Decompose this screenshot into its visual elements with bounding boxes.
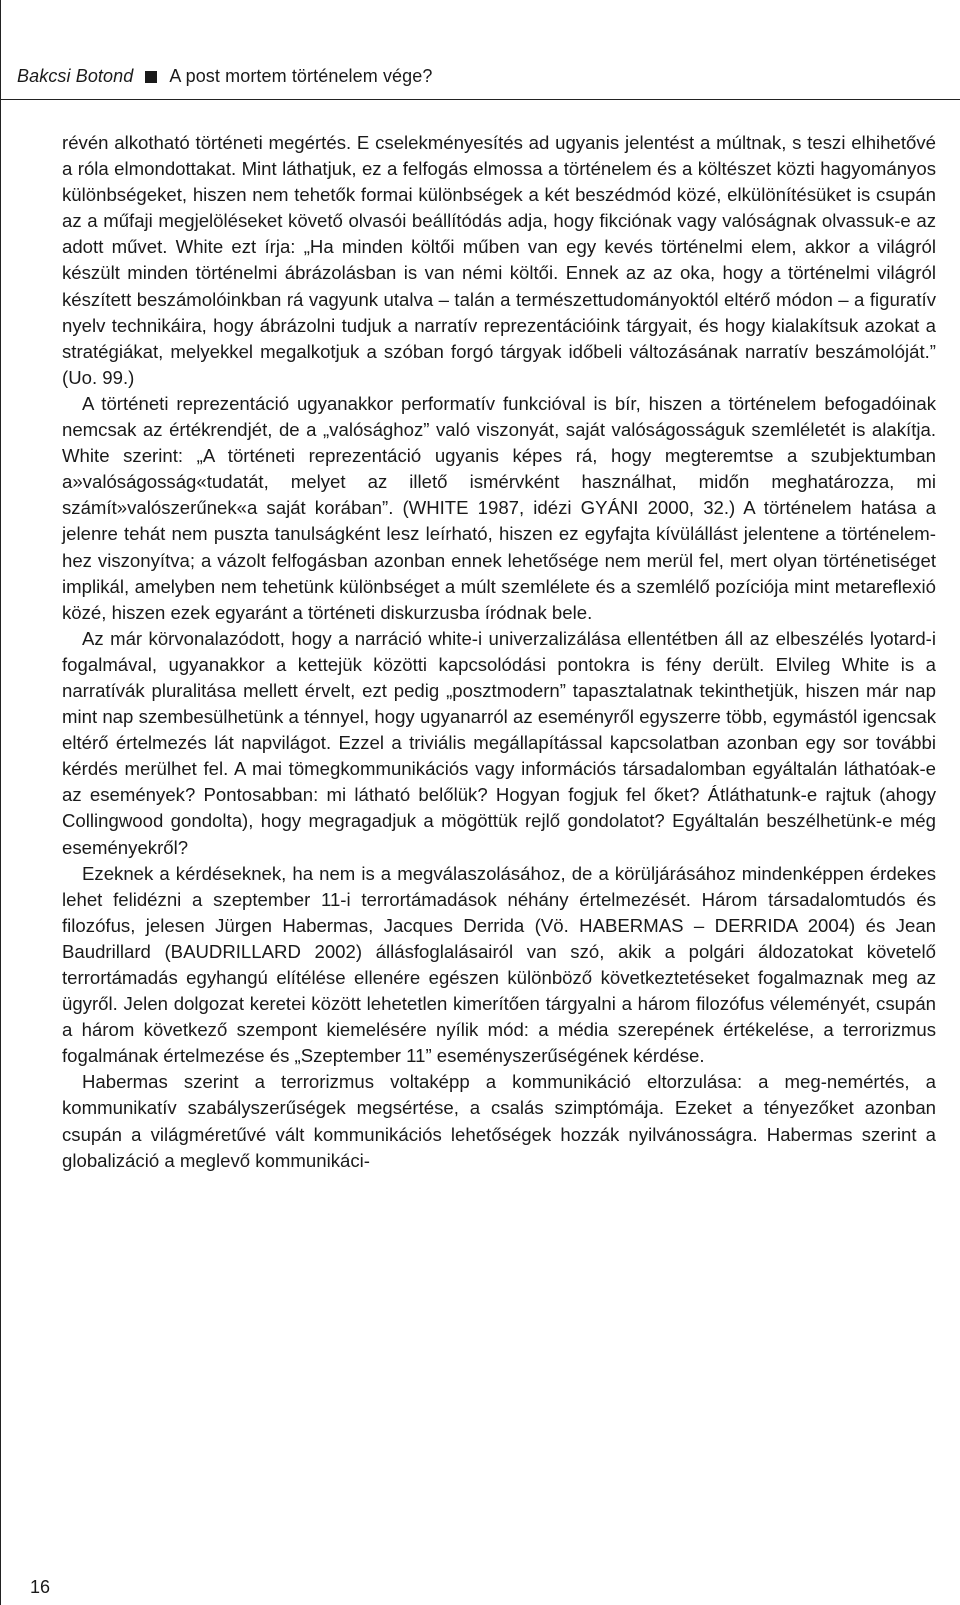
header-text bbox=[17, 66, 433, 87]
paragraph-3: Az már körvonalazódott, hogy a narráció white-i univerzalizálása ellentétben áll az elbeszélés lyotard-i fogalmával, ugyanakkor a kettejük közötti kapcsolódási pontokra is fény derült. Elvileg White is a narratívák pluralitása mellett érvelt, ezt pedig „posztmodern” tapasztalatnak tekinthetjük, hiszen már nap mint nap szembesülhetünk a ténnyel, hogy ugyanarról az eseményről egyszerre több, egymástól igencsak eltérő értelmezés lát napvilágot. Ezzel a triviális megállapítással kapcsolatban azonban egy sor további kérdés merülhet fel. A mai tömegkommunikációs vagy információs társadalomban egyáltalán láthatóak-e az események? Pontosabban: mi látható belőlük? Hogyan fogjuk fel őket? Átláthatunk-e rajtuk (ahogy Collingwood gondolta), hogy megragadjuk a mögöttük rejlő gondolatot? Egyáltalán beszélhetünk-e még eseményekről? bbox=[62, 627, 936, 858]
paragraph-1: révén alkotható történeti megértés. E cselekményesítés ad ugyanis jelentést a múltnak, s teszi elhihetővé a róla elmondottakat. Mint láthatjuk, ez a felfogás elmossa a történelem és a költészet közti hagyományos különbségeket, hiszen nem tehetők formai különbségek a két beszédmód közé, elkülönítésüket is csupán az a műfaji megjelöléseket követő olvasói beállítódás adja, hogy fikciónak vagy valóságnak olvassuk-e az adott művet. White ezt írja: „Ha minden költői műben van egy kevés történelmi elem, akkor a világról készült minden történelmi ábrázolásban is van némi költői. Ennek az az oka, hogy a történelmi világról készített beszámolóinkban rá vagyunk utalva – talán a természettudományoktól eltérő módon – a figuratív nyelv technikáira, hogy ábrázolni tudjuk a narratív reprezentációink tárgyait, és hogy kialakítsuk azokat a stratégiákat, melyekkel megalkotjuk a szóban forgó tárgyak időbeli változásának narratív beszámolóját.” (Uo. 99.) bbox=[62, 132, 936, 388]
paragraph-5: Habermas szerint a terrorizmus voltaképp a kommunikáció eltorzulása: a meg-nemértés, a kommunikatív szabályszerűségek megsértése, a csalás szimptómája. Ezeket a tényezőket azonban csupán a világméretűvé vált kommunikációs lehetőségek hozzák nyilvánosságra. Habermas szerint a globalizáció a meglevő kommunikáci- bbox=[62, 1071, 936, 1171]
paragraph-4: Ezeknek a kérdéseknek, ha nem is a megválaszolásához, de a körüljárásához mindenképpen érdekes lehet felidézni a szeptember 11-i terrortámadások néhány értelmezését. Három társadalomtudós és filozófus, jelesen Jürgen Habermas, Jacques Derrida (Vö. HABERMAS – DERRIDA 2004) és Jean Baudrillard (BAUDRILLARD 2002) állásfoglalásairól van szó, akik a polgári áldozatokat követelő terrortámadás egyhangú elítélése ellenére egészen különböző következtetéseket fogalmaznak meg az ügyről. Jelen dolgozat keretei között lehetetlen kimerítően tárgyalni a három filozófus véleményét, csupán a három következő szempont kiemelésére nyílik mód: a média szerepének értékelése, a terrorizmus fogalmának értelmezése és „Szeptember 11” eseményszerűségének kérdése. bbox=[62, 862, 936, 1067]
header-title: A post mortem történelem vége? bbox=[169, 66, 433, 86]
page-border bbox=[0, 0, 1, 1605]
paragraph-2: A történeti reprezentáció ugyanakkor performatív funkcióval is bír, hiszen a történelem befogadóinak nemcsak az értékrendjét, de a „valósághoz” való viszonyát, saját valóságosságuk szemléletét is alakítja. White szerint: „A történeti reprezentáció ugyanis képes rá, hogy megteremtse a szubjektumban a»valóságosság«tudatát, melyet az illető ismérvként használhat, midőn meghatározza, mi számít»valószerűnek«a saját korában”. (WHITE 1987, idézi GYÁNI 2000, 32.) A történelem hatása a jelenre tehát nem puszta tanulságként lesz leírható, hiszen ez egyfajta kívülállást jelentene a történelemhez viszonyítva; a vázolt felfogásban azonban ennek lehetősége nem merül fel, mert olyan történetiséget implikál, amelyben nem tehetünk különbséget a múlt szemlélete és a szemlélő pozíciója mint metareflexió közé, hiszen ezek egyaránt a történeti diskurzusba íródnak bele. bbox=[62, 392, 936, 623]
square-separator-icon bbox=[145, 71, 157, 83]
page-number: 16 bbox=[30, 1577, 51, 1597]
header-author: Bakcsi Botond bbox=[17, 66, 134, 86]
body-text bbox=[62, 130, 936, 1174]
running-header bbox=[0, 0, 960, 100]
